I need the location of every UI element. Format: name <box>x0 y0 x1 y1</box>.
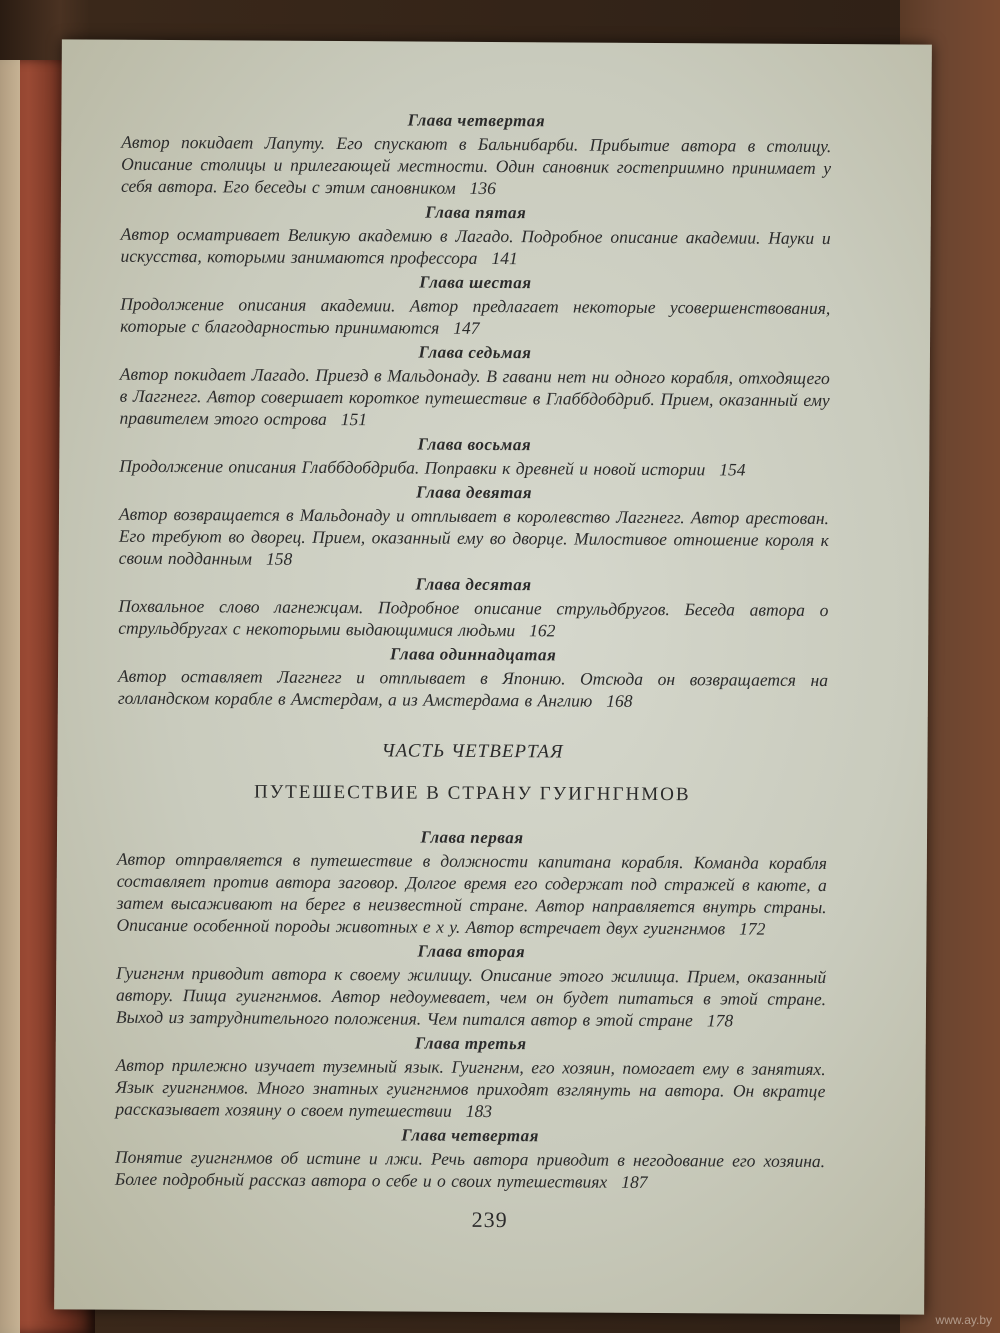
toc-entry <box>119 432 829 481</box>
chapter-title: Глава четвертая <box>401 1125 539 1146</box>
chapter-summary: Похвальное слово лагнежцам. Подробное описание струльдбругов. Беседа автора о струльдбругах с некоторыми выдающимися людьми 162 <box>118 595 829 641</box>
page-ref: 162 <box>529 620 556 641</box>
page-ref: 172 <box>739 918 766 939</box>
page-ref: 168 <box>606 690 633 711</box>
part-title: ПУТЕШЕСТВИЕ В СТРАНУ ГУИГНГНМОВ <box>253 781 691 806</box>
page-ref: 158 <box>265 548 293 569</box>
toc-entry <box>116 939 827 1032</box>
page-ref: 183 <box>465 1100 493 1122</box>
page-ref: 147 <box>453 317 480 338</box>
toc-entry <box>121 108 832 201</box>
toc-entry <box>120 270 830 341</box>
page-ref: 141 <box>491 247 518 269</box>
toc-entry <box>120 200 830 271</box>
page-ref: 151 <box>340 409 368 430</box>
chapter-summary: Понятие гуигнгнмов об истине и лжи. Речь автора приводит в негодование его хозяина. Более подробный рассказ автора о себе и о своих путешествиях 187 <box>114 1146 826 1192</box>
chapter-summary: Автор покидает Лапуту. Его спускают в Бальнибарби. Прибытие автора в столицу. Описание столицы и прилегающей местности. Один сановник гостеприимно принимает у себя автора. Его беседы с этим сановником 136 <box>120 131 832 199</box>
chapter-summary: Автор покидает Лагадо. Приезд в Мальдонаду. В гавани нет ни одного корабля, отходящего в Лаггнегг. Автор совершает короткое путешествие в Глаббдобдриб. Прием, оказанный ему правителем этого острова 151 <box>119 363 830 430</box>
part-heading: ЧАСТЬ ЧЕТВЕРТАЯ <box>381 740 564 763</box>
chapter-title: Глава шестая <box>419 272 532 293</box>
chapter-title: Глава восьмая <box>417 434 532 455</box>
chapter-summary: Автор прилежно изучает туземный язык. Гуигнгнм, его хозяин, помогает ему в занятиях. Язык гуигнгнмов. Много знатных гуигнгнмов приходят взглянуть на автора. Он вкратце рассказывает хозяину о своем путешествии 183 <box>115 1054 826 1122</box>
chapter-title: Глава четвертая <box>407 110 546 131</box>
chapter-title: Глава первая <box>420 827 524 848</box>
chapter-title: Глава одиннадцатая <box>389 644 557 665</box>
page-ref: 187 <box>621 1171 648 1192</box>
table-of-contents <box>115 108 832 1197</box>
chapter-summary: Автор возвращается в Мальдонаду и отплывает в королевство Лаггнегг. Автор арестован. Его требуют во дворец. Прием, оказанный ему во дворце. Милостивое отношение короля к своим подданным 158 <box>118 503 830 569</box>
toc-entry <box>115 1123 825 1194</box>
toc-entry <box>116 825 827 940</box>
page-ref: 178 <box>706 1010 734 1031</box>
chapter-summary: Продолжение описания Глаббдобдриба. Поправки к древней и новой истории 154 <box>119 455 746 480</box>
chapter-title: Глава третья <box>414 1033 527 1054</box>
toc-entry <box>118 572 828 643</box>
chapter-title: Глава пятая <box>425 202 527 223</box>
chapter-summary: Гуигнгнм приводит автора к своему жилищу. Описание этого жилища. Прием, оказанный автору. Пища гуигнгнмов. Автор недоумевает, чем он будет питаться в этой стране. Выход из затруднительного положения. Чем питался автор в этой стране 178 <box>115 962 827 1031</box>
toc-entry <box>119 480 830 573</box>
toc-entry <box>120 340 831 433</box>
chapter-title: Глава вторая <box>417 941 526 962</box>
page-ref: 154 <box>719 459 746 480</box>
book-page <box>54 39 932 1314</box>
toc-entry <box>115 1031 826 1124</box>
page-ref: 136 <box>469 177 497 199</box>
chapter-title: Глава десятая <box>415 574 532 595</box>
page-number: 239 <box>471 1206 508 1233</box>
toc-entry <box>118 642 828 713</box>
left-page-strip <box>0 60 20 1333</box>
chapter-summary: Автор отправляется в путешествие в должности капитана корабля. Команда корабля составляет против автора заговор. Долгое время его содержат под стражей в каюте, а затем высаживают на берег в неизвестной стране. Автор направляется внутрь страны. Описание особенной породы животных е х у. Автор встречает двух гуигнгнмов 172 <box>116 848 827 939</box>
chapter-title: Глава девятая <box>416 482 533 503</box>
chapter-summary: Автор оставляет Лаггнегг и отплывает в Японию. Отсюда он возвращается на голландском корабле в Амстердам, а из Амстердама в Англию 168 <box>117 665 829 711</box>
watermark: www.ay.by <box>935 1313 992 1327</box>
chapter-summary: Автор осматривает Великую академию в Лагадо. Подробное описание академии. Науки и искусства, которыми занимаются профессора 141 <box>120 223 831 269</box>
chapter-title: Глава седьмая <box>418 342 532 363</box>
chapter-summary: Продолжение описания академии. Автор предлагает некоторые усовершенствования, которые с благодарностью принимаются 147 <box>120 293 831 338</box>
